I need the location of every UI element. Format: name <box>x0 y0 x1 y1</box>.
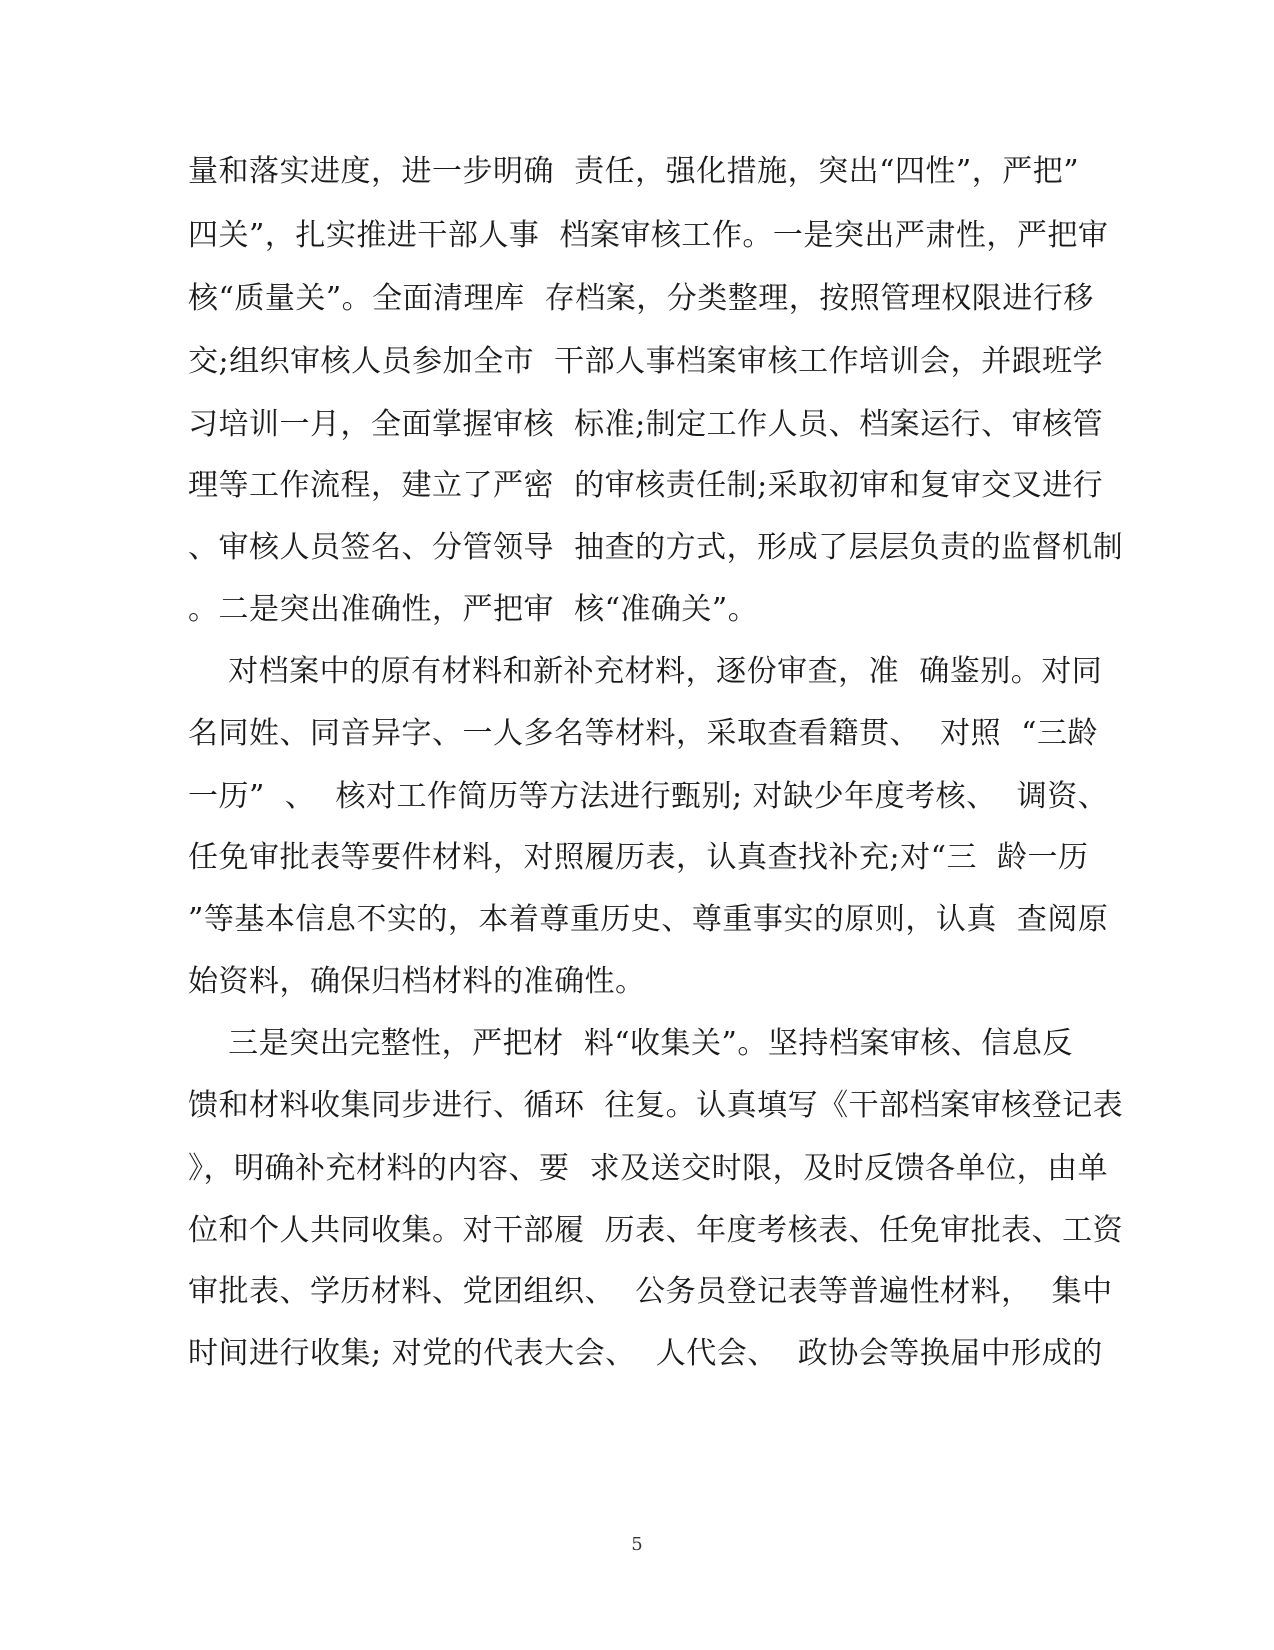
text-line: 时间进行收集; 对党的代表大会、 人代会、 政协会等换届中形成的 <box>188 1336 1103 1371</box>
text-line: 。二是突出准确性，严把审 核“准确关”。 <box>188 592 759 627</box>
text-line: ”等基本信息不实的，本着尊重历史、尊重事实的原则，认真 查阅原 <box>188 902 1109 937</box>
text-line: 一历” 、 核对工作简历等方法进行甄别; 对缺少年度考核、 调资、 <box>188 779 1109 814</box>
text-line: 》，明确补充材料的内容、要 求及送交时限，及时反馈各单位，由单 <box>188 1151 1109 1186</box>
text-line: 四关”，扎实推进干部人事 档案审核工作。一是突出严肃性，严把审 <box>188 218 1109 253</box>
page-number: 5 <box>631 1534 643 1555</box>
text-line: 审批表、学历材料、党团组织、 公务员登记表等普遍性材料， 集中 <box>188 1274 1113 1309</box>
text-line: 理等工作流程，建立了严密 的审核责任制;采取初审和复审交叉进行 <box>188 468 1104 503</box>
text-line: 习培训一月，全面掌握审核 标准;制定工作人员、档案运行、审核管 <box>188 407 1104 442</box>
text-line: 、审核人员签名、分管领导 抽查的方式，形成了层层负责的监督机制 <box>188 530 1124 565</box>
text-line: 名同姓、同音异字、一人多名等材料，采取查看籍贯、 对照 “三龄 <box>188 716 1098 751</box>
text-line: 交;组织审核人员参加全市 干部人事档案审核工作培训会，并跟班学 <box>188 344 1104 379</box>
text-line: 始资料，确保归档材料的准确性。 <box>188 964 646 999</box>
text-line: 对档案中的原有材料和新补充材料，逐份审查，准 确鉴别。对同 <box>188 654 1103 689</box>
text-line: 量和落实进度，进一步明确 责任，强化措施，突出“四性”，严把” <box>188 154 1080 189</box>
text-line: 任免审批表等要件材料，对照履历表，认真查找补充;对“三 龄一历 <box>188 840 1089 875</box>
text-line: 位和个人共同收集。对干部履 历表、年度考核表、任免审批表、工资 <box>188 1213 1124 1248</box>
text-line: 核“质量关”。全面清理库 存档案，分类整理，按照管理权限进行移 <box>188 281 1094 316</box>
text-line: 馈和材料收集同步进行、循环 往复。认真填写《干部档案审核登记表 <box>188 1088 1124 1123</box>
text-line: 三是突出完整性，严把材 料“收集关”。坚持档案审核、信息反 <box>188 1026 1073 1061</box>
